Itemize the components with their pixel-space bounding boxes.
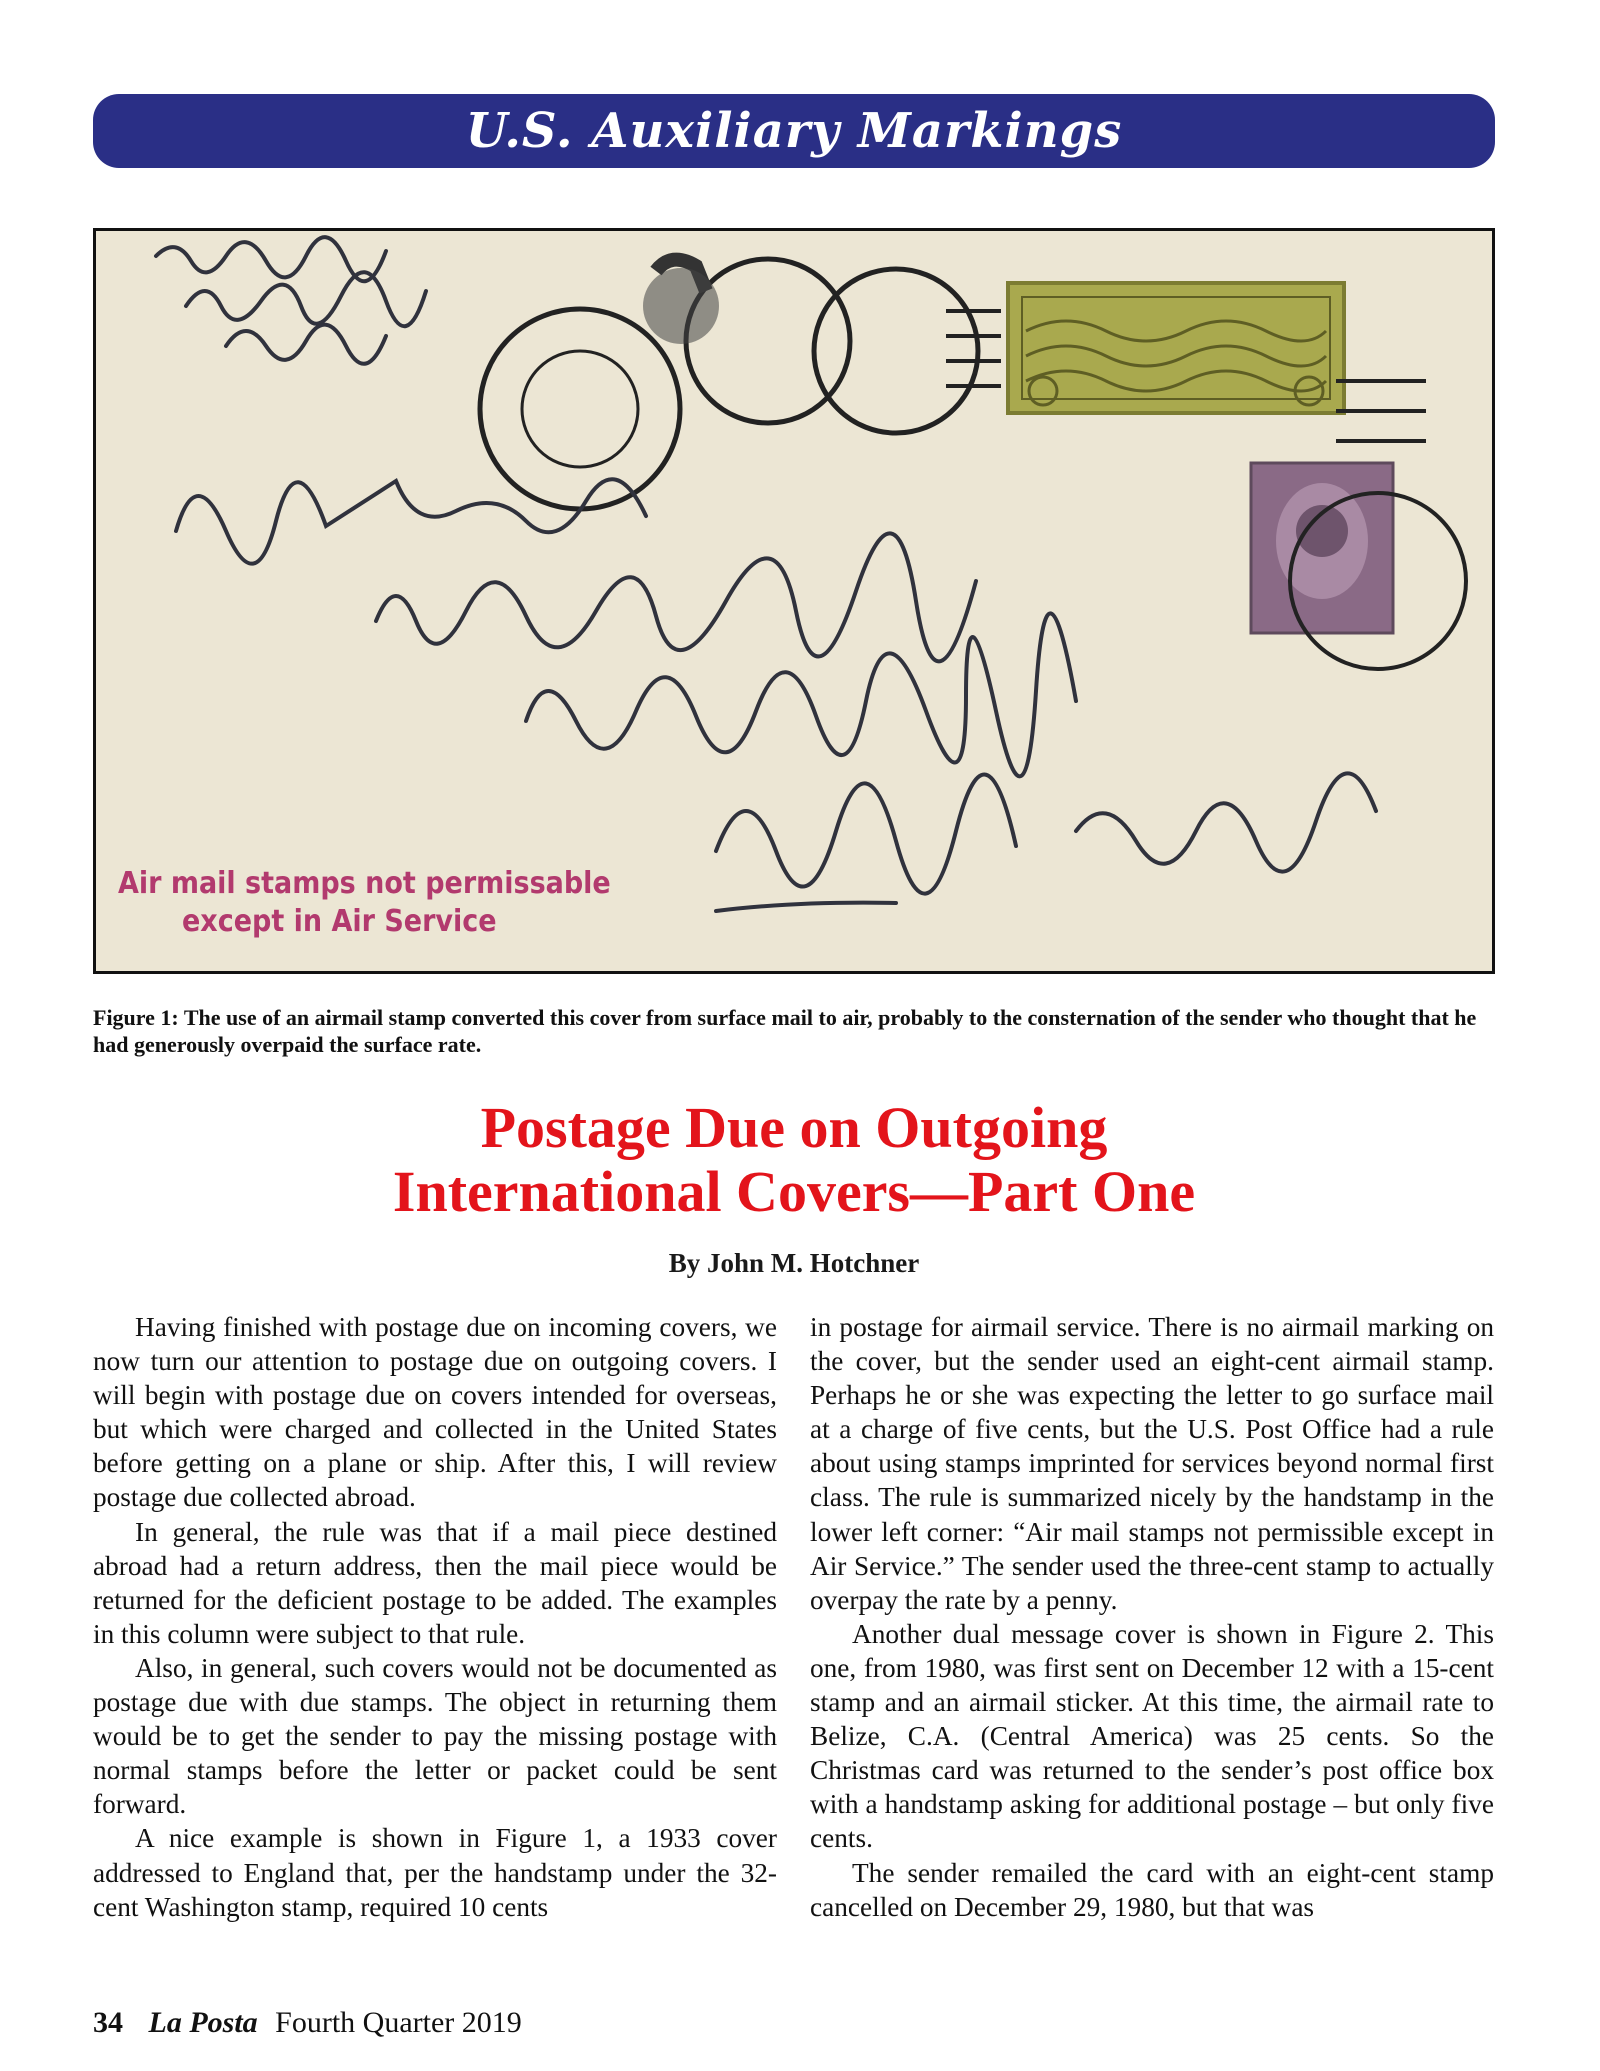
handstamp-line2: except in Air Service	[182, 904, 497, 939]
airmail-stamp	[1008, 283, 1344, 413]
text-column-right	[810, 1310, 1494, 1924]
issue-label: Fourth Quarter 2019	[275, 2006, 522, 2039]
handstamp-line1: Air mail stamps not permissable	[118, 866, 611, 901]
banner-title: U.S. Auxiliary Markings	[465, 103, 1123, 159]
paragraph: Also, in general, such covers would not be documented as postage due with due stamps. The object in returning them would be to get the sender to pay the missing postage with normal stamps before the letter or packet could be sent forward.	[93, 1652, 777, 1820]
cover-illustration	[96, 231, 1492, 971]
paragraph: In general, the rule was that if a mail piece destined abroad had a return address, then the mail piece would be returned for the deficient postage to be added. The examples in this column were subject to that rule.	[93, 1516, 777, 1649]
paragraph: Having finished with postage due on incoming covers, we now turn our attention to postage due on outgoing covers. I will begin with postage due on covers intended for overseas, but which were charged and collected in the United States before getting on a plane or ship. After this, I will review postage due collected abroad.	[93, 1312, 777, 1513]
article-title-line2: International Covers—Part One	[392, 1159, 1196, 1224]
article-title-line1: Postage Due on Outgoing	[480, 1095, 1108, 1160]
paragraph: Another dual message cover is shown in Figure 2. This one, from 1980, was first sent on December 12 with a 15-cent stamp and an airmail sticker. At this time, the airmail rate to Belize, C.A. (Central America) was 25 cents. So the Christmas card was returned to the sender’s post office box with a handstamp asking for additional postage – but only five cents.	[810, 1618, 1494, 1854]
washington-stamp	[1251, 463, 1393, 633]
page-footer	[93, 2006, 522, 2040]
figure-caption: Figure 1: The use of an airmail stamp converted this cover from surface mail to air, probably to the consternation of the sender who thought that he had generously overpaid the surface rate.	[93, 1005, 1477, 1057]
page-number: 34	[93, 2006, 123, 2039]
section-banner	[93, 94, 1495, 168]
text-column-left	[93, 1310, 777, 1924]
paragraph: A nice example is shown in Figure 1, a 1933 cover addressed to England that, per the handstamp under the 32-cent Washington stamp, required 10 cents	[93, 1823, 777, 1922]
figure-1-cover-image	[93, 228, 1495, 974]
paragraph: The sender remailed the card with an eight-cent stamp cancelled on December 29, 1980, but that was	[810, 1857, 1494, 1922]
article-title	[93, 1096, 1495, 1224]
byline: By John M. Hotchner	[668, 1248, 920, 1278]
magazine-name: La Posta	[148, 2006, 258, 2039]
paragraph: in postage for airmail service. There is no airmail marking on the cover, but the sender used an eight-cent airmail stamp. Perhaps he or she was expecting the letter to go surface mail at a charge of five cents, but the U.S. Post Office had a rule about using stamps imprinted for services beyond normal first class. The rule is summarized nicely by the handstamp in the lower left corner: “Air mail stamps not permissible except in Air Service.” The sender used the three-cent stamp to actually overpay the rate by a penny.	[810, 1312, 1494, 1615]
